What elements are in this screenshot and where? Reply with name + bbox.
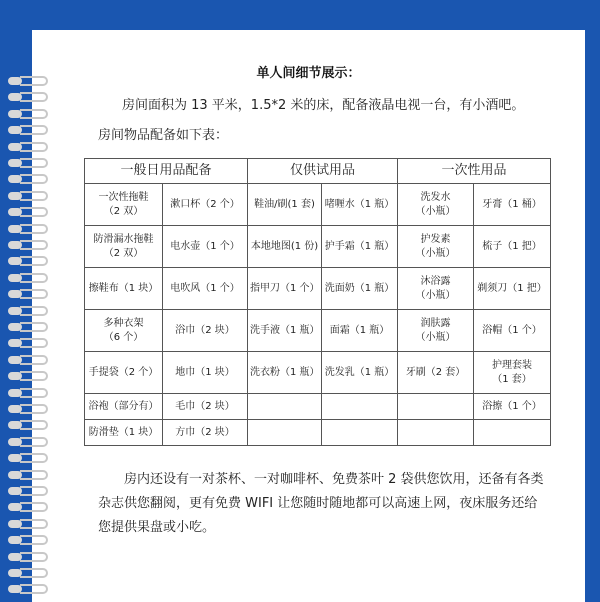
table-cell: 本地地图(1 份)	[248, 226, 322, 268]
spiral-ring-icon	[6, 224, 50, 234]
table-cell: 手提袋（2 个）	[85, 352, 163, 394]
table-cell: 洗发水 （小瓶）	[398, 184, 474, 226]
table-cell: 护理套装 （1 套）	[474, 352, 551, 394]
spiral-ring-icon	[6, 289, 50, 299]
spiral-binding-icon	[6, 76, 54, 602]
spiral-ring-icon	[6, 486, 50, 496]
table-row	[85, 310, 551, 352]
table-cell: 方巾（2 块）	[163, 420, 248, 446]
table-cell: 电吹风（1 个）	[163, 268, 248, 310]
table-cell: 洗面奶（1 瓶）	[322, 268, 398, 310]
spiral-ring-icon	[6, 207, 50, 217]
table-cell: 剃须刀（1 把）	[474, 268, 551, 310]
spiral-ring-icon	[6, 535, 50, 545]
header-disposable-items: 一次性用品	[398, 159, 551, 184]
table-cell: 浴袍（部分有）	[85, 394, 163, 420]
table-cell: 润肤露 （小瓶）	[398, 310, 474, 352]
spiral-ring-icon	[6, 125, 50, 135]
table-cell: 漱口杯（2 个）	[163, 184, 248, 226]
table-cell	[322, 394, 398, 420]
table-cell	[322, 420, 398, 446]
table-cell	[248, 420, 322, 446]
header-trial-items: 仅供试用品	[248, 159, 398, 184]
table-cell: 浴擦（1 个）	[474, 394, 551, 420]
spiral-ring-icon	[6, 142, 50, 152]
table-row	[85, 184, 551, 226]
table-cell: 擦鞋布（1 块）	[85, 268, 163, 310]
note-line-3: 您提供果盘或小吃。	[98, 520, 216, 535]
table-row	[85, 226, 551, 268]
note-line-1: 房内还设有一对茶杯、一对咖啡杯、免费茶叶 2 袋供您饮用，还备有各类	[124, 472, 544, 487]
table-cell: 浴帽（1 个）	[474, 310, 551, 352]
spiral-ring-icon	[6, 552, 50, 562]
table-row	[85, 420, 551, 446]
spiral-ring-icon	[6, 174, 50, 184]
note-line-2: 杂志供您翻阅，更有免费 WIFI 让您随时随地都可以高速上网，夜床服务还给	[98, 496, 538, 511]
spiral-ring-icon	[6, 519, 50, 529]
closing-paragraph	[98, 468, 546, 540]
table-cell: 浴巾（2 块）	[163, 310, 248, 352]
spiral-ring-icon	[6, 92, 50, 102]
spiral-ring-icon	[6, 568, 50, 578]
table-cell: 面霜（1 瓶）	[322, 310, 398, 352]
table-row	[85, 394, 551, 420]
spiral-ring-icon	[6, 453, 50, 463]
table-cell: 多种衣架 （6 个）	[85, 310, 163, 352]
table-cell	[398, 420, 474, 446]
table-cell: 防滑漏水拖鞋 （2 双）	[85, 226, 163, 268]
table-cell: 一次性拖鞋 （2 双）	[85, 184, 163, 226]
spiral-ring-icon	[6, 371, 50, 381]
table-cell: 电水壶（1 个）	[163, 226, 248, 268]
spiral-ring-icon	[6, 420, 50, 430]
table-cell: 护手霜（1 瓶）	[322, 226, 398, 268]
table-cell: 洗衣粉（1 瓶）	[248, 352, 322, 394]
spiral-ring-icon	[6, 191, 50, 201]
table-cell: 洗手液（1 瓶）	[248, 310, 322, 352]
table-cell: 牙刷（2 套）	[398, 352, 474, 394]
spiral-ring-icon	[6, 306, 50, 316]
spiral-ring-icon	[6, 584, 50, 594]
table-cell: 地巾（1 块）	[163, 352, 248, 394]
spiral-ring-icon	[6, 470, 50, 480]
table-cell: 沐浴露 （小瓶）	[398, 268, 474, 310]
table-cell: 梳子（1 把）	[474, 226, 551, 268]
table-header-row	[85, 159, 551, 184]
header-daily-items: 一般日用品配备	[85, 159, 248, 184]
table-cell	[474, 420, 551, 446]
table-cell: 毛巾（2 块）	[163, 394, 248, 420]
spiral-ring-icon	[6, 388, 50, 398]
spiral-ring-icon	[6, 502, 50, 512]
spiral-ring-icon	[6, 256, 50, 266]
table-row	[85, 352, 551, 394]
table-cell: 啫喱水（1 瓶）	[322, 184, 398, 226]
table-cell	[248, 394, 322, 420]
spiral-ring-icon	[6, 338, 50, 348]
spiral-ring-icon	[6, 273, 50, 283]
table-cell: 洗发乳（1 瓶）	[322, 352, 398, 394]
table-cell	[398, 394, 474, 420]
spiral-ring-icon	[6, 322, 50, 332]
spiral-ring-icon	[6, 355, 50, 365]
spiral-ring-icon	[6, 404, 50, 414]
table-row	[85, 268, 551, 310]
table-cell: 鞋油/刷(1 套)	[248, 184, 322, 226]
table-cell: 护发素 （小瓶）	[398, 226, 474, 268]
table-cell: 指甲刀（1 个）	[248, 268, 322, 310]
table-cell: 牙膏（1 桶）	[474, 184, 551, 226]
intro-paragraph: 房间面积为 13 平米，1.5*2 米的床，配备液晶电视一台，有小酒吧。	[122, 98, 525, 113]
spiral-ring-icon	[6, 240, 50, 250]
table-lead-text: 房间物品配备如下表：	[98, 128, 229, 143]
table-cell: 防滑垫（1 块）	[85, 420, 163, 446]
spiral-ring-icon	[6, 158, 50, 168]
room-items-table	[84, 158, 551, 446]
page-title: 单人间细节展示：	[256, 66, 361, 81]
spiral-ring-icon	[6, 437, 50, 447]
spiral-ring-icon	[6, 109, 50, 119]
